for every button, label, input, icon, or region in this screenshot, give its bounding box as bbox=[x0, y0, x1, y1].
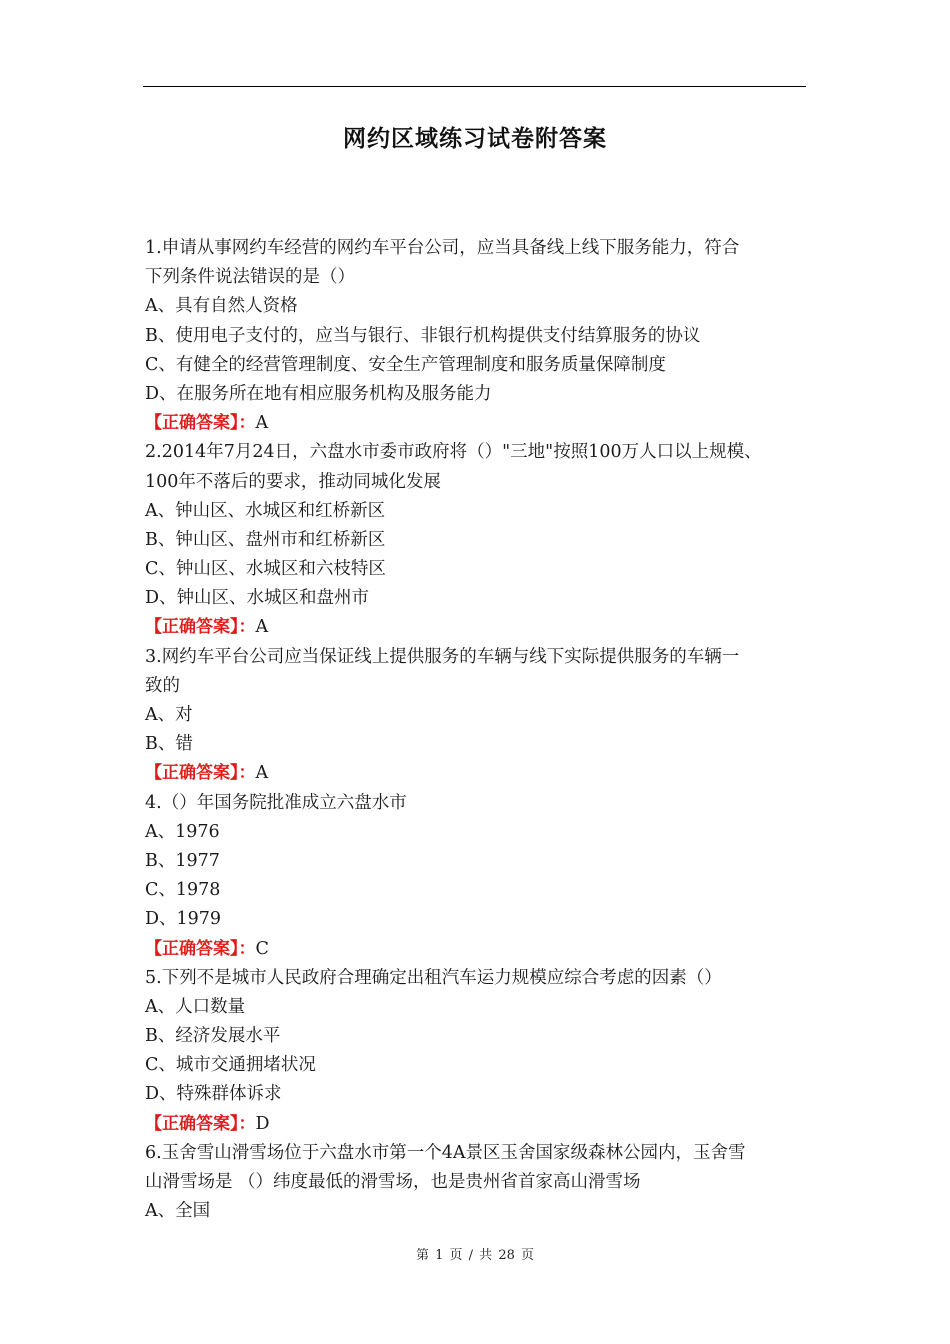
answer-option: C、1978 bbox=[145, 880, 221, 901]
question-text-line: 1.申请从事网约车经营的网约车平台公司，应当具备线上线下服务能力，符合 bbox=[145, 238, 740, 258]
correct-answer-value: A bbox=[255, 413, 269, 434]
answer-option: B、1977 bbox=[145, 850, 220, 871]
correct-answer-line bbox=[145, 935, 813, 964]
question-text-line: 山滑雪场是 （）纬度最低的滑雪场，也是贵州省首家高山滑雪场 bbox=[145, 1172, 641, 1192]
question-text-line: 5.下列不是城市人民政府合理确定出租汽车运力规模应综合考虑的因素（） bbox=[145, 967, 722, 988]
answer-option: A、全国 bbox=[145, 1201, 211, 1222]
question-text-line: 下列条件说法错误的是（） bbox=[145, 267, 355, 288]
answer-option: A、钟山区、水城区和红桥新区 bbox=[145, 500, 386, 521]
question-text-line: 100年不落后的要求，推动同城化发展 bbox=[145, 471, 441, 492]
header-rule bbox=[143, 86, 806, 87]
answer-option: D、1979 bbox=[145, 909, 222, 930]
correct-answer-line bbox=[145, 409, 813, 438]
page-footer: 第 1 页 / 共 28 页 bbox=[416, 1248, 534, 1263]
question-text-line: 3.网约车平台公司应当保证线上提供服务的车辆与线下实际提供服务的车辆一 bbox=[145, 646, 740, 667]
answer-option: C、钟山区、水城区和六枝特区 bbox=[145, 559, 386, 580]
answer-option: D、特殊群体诉求 bbox=[145, 1084, 282, 1105]
answer-option: A、人口数量 bbox=[145, 996, 246, 1017]
question-text-line: 致的 bbox=[145, 675, 180, 696]
answer-option: D、钟山区、水城区和盘州市 bbox=[145, 588, 370, 609]
answer-option: B、经济发展水平 bbox=[145, 1026, 281, 1047]
answer-option: B、使用电子支付的，应当与银行、非银行机构提供支付结算服务的协议 bbox=[145, 325, 701, 346]
correct-answer-label: 【正确答案】： bbox=[145, 938, 256, 959]
answer-option: C、有健全的经营管理制度、安全生产管理制度和服务质量保障制度 bbox=[145, 354, 666, 375]
question-list bbox=[145, 234, 813, 1226]
correct-answer-line bbox=[145, 613, 813, 642]
correct-answer-label: 【正确答案】： bbox=[145, 763, 256, 784]
answer-option: A、具有自然人资格 bbox=[145, 296, 298, 317]
answer-option: A、1976 bbox=[145, 821, 220, 842]
answer-option: A、对 bbox=[145, 705, 193, 725]
correct-answer-value: A bbox=[255, 763, 269, 784]
answer-option: B、钟山区、盘州市和红桥新区 bbox=[145, 529, 386, 550]
question-text-line: 2.2014年7月24日，六盘水市委市政府将（）"三地"按照100万人口以上规模、 bbox=[145, 442, 762, 463]
correct-answer-line bbox=[145, 759, 813, 788]
correct-answer-label: 【正确答案】： bbox=[145, 617, 256, 638]
correct-answer-value: A bbox=[255, 617, 269, 638]
correct-answer-line bbox=[145, 1110, 813, 1139]
correct-answer-value: D bbox=[255, 1113, 270, 1134]
correct-answer-label: 【正确答案】： bbox=[145, 413, 256, 434]
correct-answer-value: C bbox=[255, 938, 269, 959]
answer-option: D、在服务所在地有相应服务机构及服务能力 bbox=[145, 383, 492, 404]
answer-option: B、错 bbox=[145, 734, 193, 755]
question-text-line: 4.（）年国务院批准成立六盘水市 bbox=[145, 792, 407, 813]
correct-answer-label: 【正确答案】： bbox=[145, 1113, 256, 1134]
answer-option: C、城市交通拥堵状况 bbox=[145, 1055, 316, 1076]
page-title: 网约区域练习试卷附答案 bbox=[343, 126, 607, 152]
question-text-line: 6.玉舍雪山滑雪场位于六盘水市第一个4A景区玉舍国家级森林公园内，玉舍雪 bbox=[145, 1142, 746, 1163]
